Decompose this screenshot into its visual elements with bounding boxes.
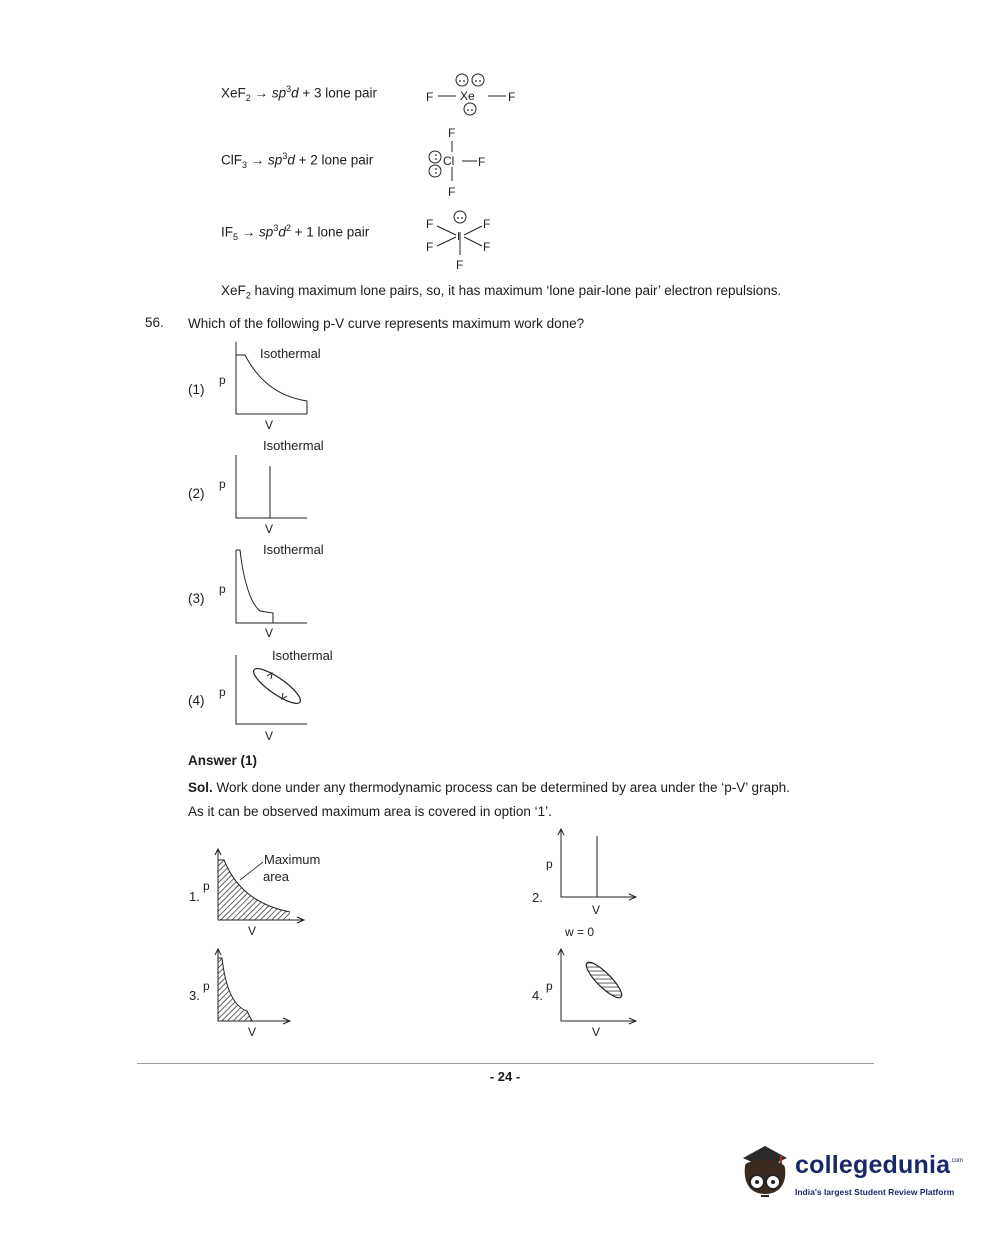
graph-title: Isothermal xyxy=(260,346,321,361)
atom-f: F xyxy=(456,258,464,272)
central-atom-cl: Cl xyxy=(443,154,455,168)
axis-p-label: p xyxy=(546,857,553,871)
brand-suffix: .com xyxy=(950,1158,964,1164)
hybrid-line-clf3: $ClF_3 \to sp^3d + 2$ lone pair xyxy=(221,151,374,171)
atom-f: F xyxy=(448,126,456,140)
if5-structure xyxy=(420,205,510,275)
collegedunia-mascot-icon xyxy=(735,1138,795,1208)
solution-line-1: Sol. Work done under any thermodynamic process can be determined by area under the ‘p-V’ graph. xyxy=(188,780,790,795)
atom-f: F xyxy=(478,155,486,169)
graph-label: 3. xyxy=(189,988,200,1003)
axis-p-label: p xyxy=(219,685,226,699)
graph-title: Isothermal xyxy=(263,542,324,557)
option-label: (4) xyxy=(188,693,205,708)
axis-v-label: V xyxy=(592,1025,601,1039)
solution-graph-2 xyxy=(525,822,655,947)
option-label: (1) xyxy=(188,382,205,397)
graph-label: 4. xyxy=(532,988,543,1003)
brand-name: collegedunia xyxy=(795,1151,951,1179)
axis-v-label: V xyxy=(265,729,274,743)
atom-f: F xyxy=(426,240,434,254)
atom-f: F xyxy=(448,185,456,199)
axis-p-label: p xyxy=(219,477,226,491)
atom-f: F xyxy=(426,217,434,231)
clf3-structure xyxy=(422,124,502,204)
solution-graph-1 xyxy=(185,842,345,942)
graph-title: Isothermal xyxy=(263,438,324,453)
xef2-structure xyxy=(420,70,530,120)
atom-f: F xyxy=(508,90,516,104)
hybrid-line-xef2: $XeF_2 \to sp^3d + 3$ lone pair xyxy=(221,84,378,104)
conclusion-text: XeF$_2$ having maximum lone pairs, so, it has maximum ‘lone pair-lone pair’ electron repulsions. xyxy=(221,283,782,301)
question-number: 56. xyxy=(145,315,164,330)
atom-f: F xyxy=(483,240,491,254)
graph-note: w = 0 xyxy=(565,925,595,939)
option-4-graph xyxy=(215,643,345,747)
option-3-graph xyxy=(215,538,345,642)
solution-graph-4 xyxy=(525,944,655,1044)
brand-tagline: India's largest Student Review Platform xyxy=(795,1187,955,1197)
axis-v-label: V xyxy=(265,626,274,640)
axis-p-label: p xyxy=(203,979,210,993)
axis-v-label: V xyxy=(592,903,601,917)
option-label: (3) xyxy=(188,591,205,606)
hybrid-line-if5: $IF_5 \to sp^3d^2 + 1$ lone pair xyxy=(221,223,370,243)
question-text: Which of the following p-V curve represents maximum work done? xyxy=(188,316,585,331)
axis-p-label: p xyxy=(219,582,226,596)
graph-title: Isothermal xyxy=(272,648,333,663)
graph-note-1: Maximum xyxy=(264,852,321,867)
option-label: (2) xyxy=(188,486,205,501)
graph-note-2: area xyxy=(263,869,290,884)
axis-v-label: V xyxy=(265,522,274,536)
option-1-graph xyxy=(215,338,345,438)
graph-label: 1. xyxy=(189,889,200,904)
solution-line-2: As it can be observed maximum area is covered in option ‘1’. xyxy=(188,804,552,819)
atom-f: F xyxy=(426,90,434,104)
central-atom-xe: Xe xyxy=(460,89,475,103)
axis-v-label: V xyxy=(265,418,274,432)
graph-label: 2. xyxy=(532,890,543,905)
axis-p-label: p xyxy=(546,979,553,993)
atom-f: F xyxy=(483,217,491,231)
footer-divider xyxy=(137,1063,874,1064)
page-number: - 24 - xyxy=(489,1069,521,1084)
option-2-graph xyxy=(215,434,345,538)
solution-graph-3 xyxy=(185,944,345,1044)
central-atom-i: I xyxy=(457,231,461,243)
axis-p-label: p xyxy=(219,373,226,387)
axis-v-label: V xyxy=(248,924,257,938)
axis-v-label: V xyxy=(248,1025,257,1039)
axis-p-label: p xyxy=(203,879,210,893)
answer-label: Answer (1) xyxy=(188,753,258,768)
